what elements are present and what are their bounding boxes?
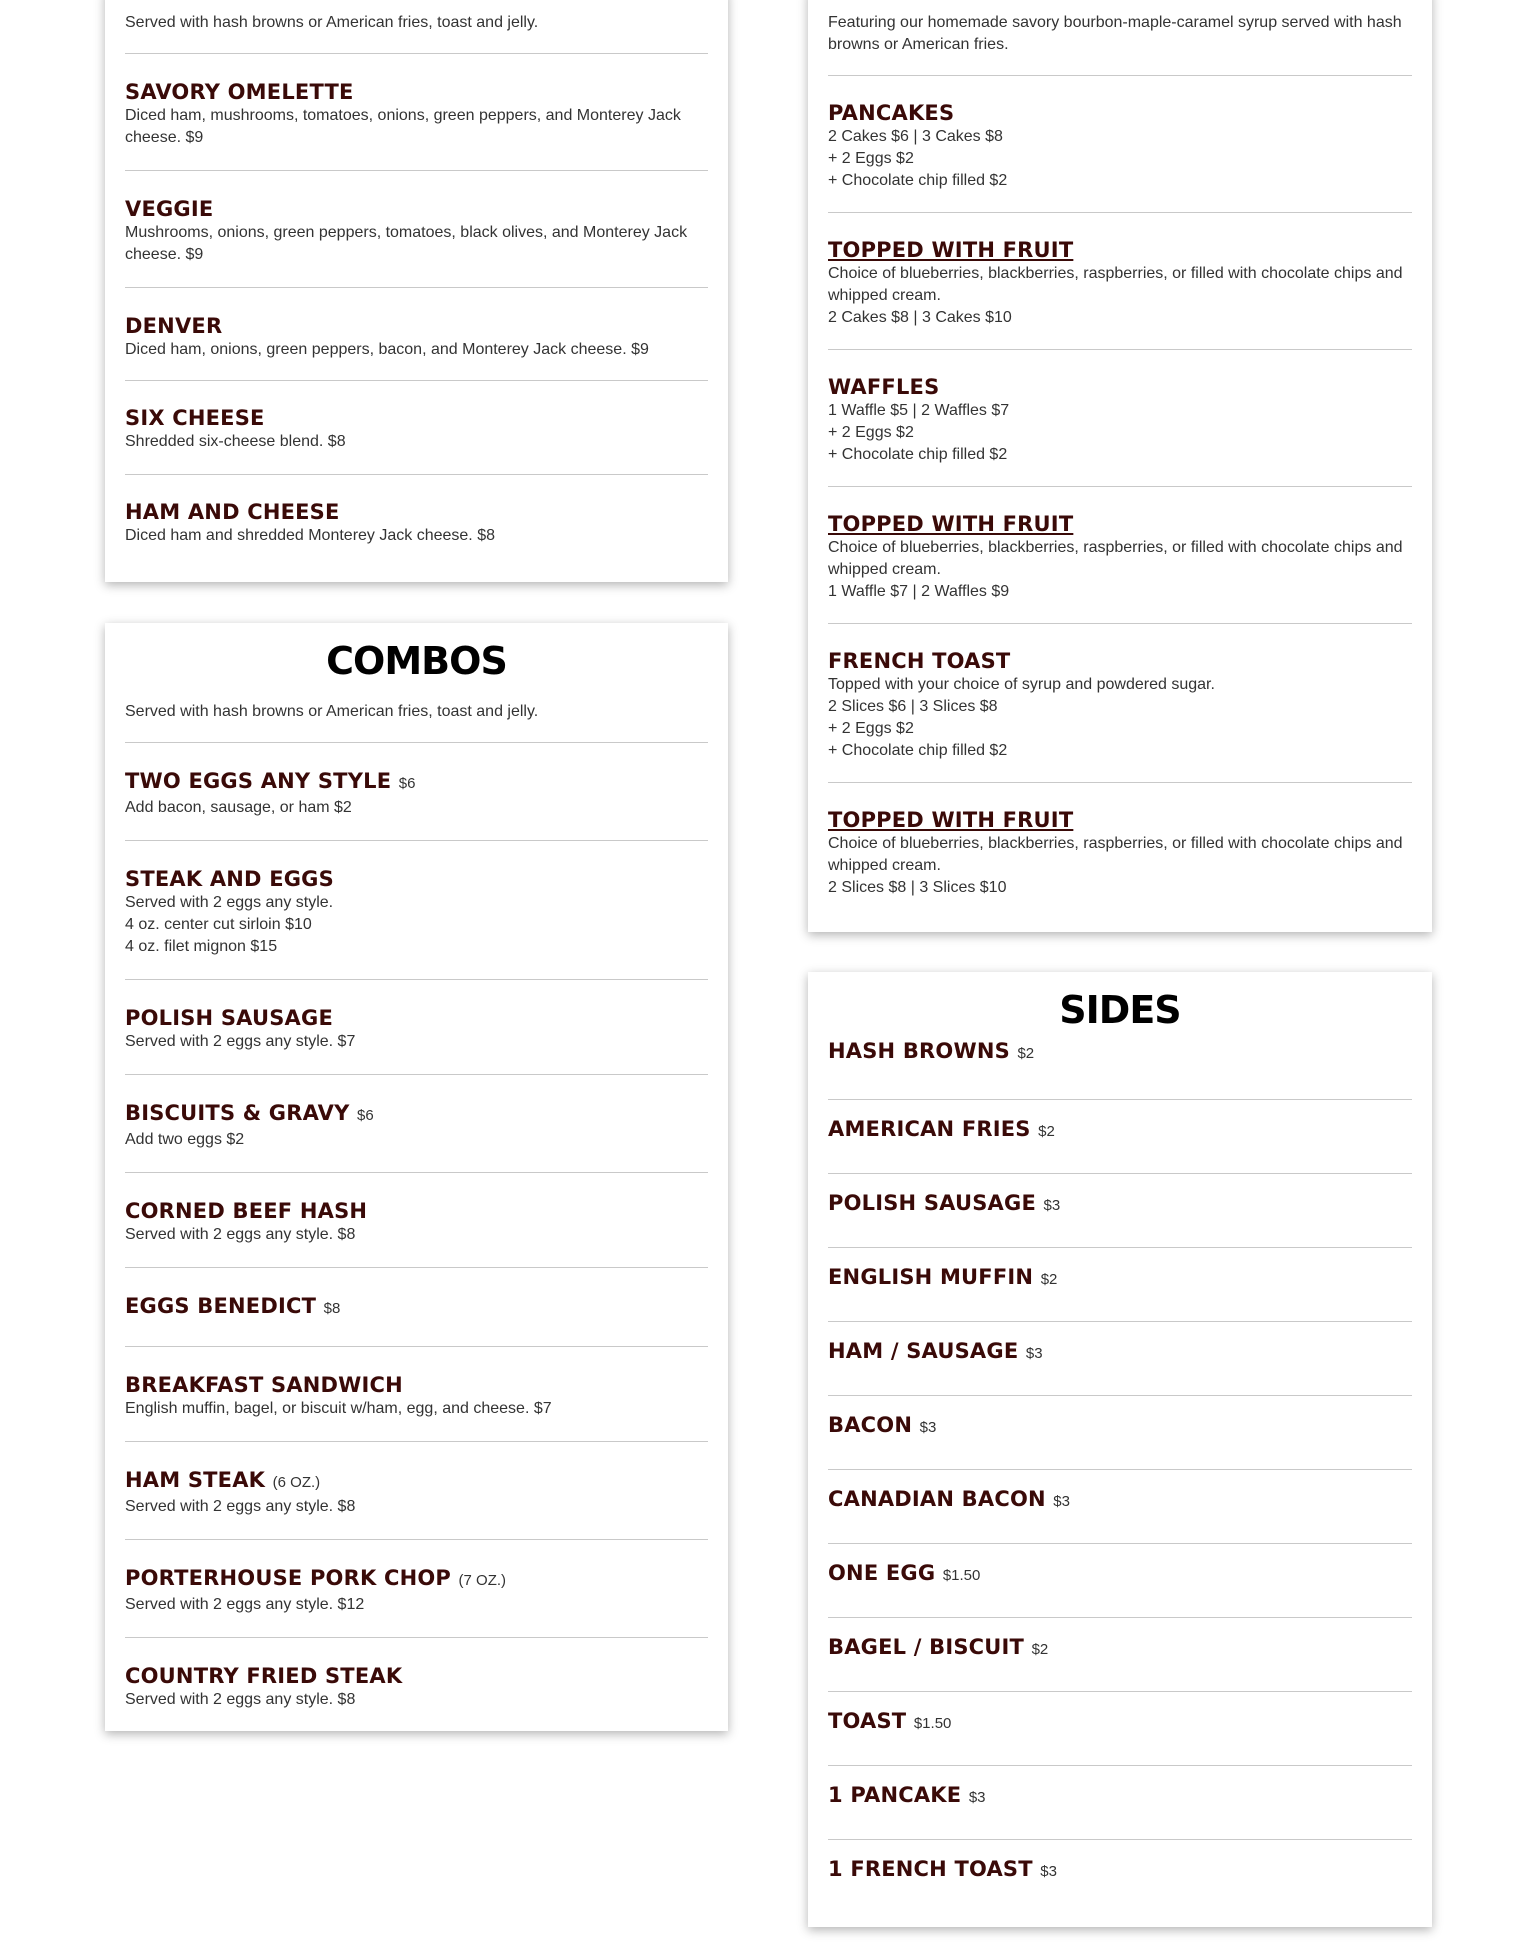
menu-item [828, 624, 1412, 783]
item-description [828, 400, 1412, 466]
item-name-row [125, 866, 708, 892]
item-name-link[interactable]: TOPPED WITH FRUIT [828, 512, 1074, 536]
menu-item [125, 1268, 708, 1347]
item-name-row [125, 1467, 708, 1496]
description-line: + Chocolate chip filled $2 [828, 742, 1008, 759]
side-price: $3 [919, 1419, 937, 1436]
side-name-row [828, 1486, 1412, 1515]
description-line: Served with 2 eggs any style. $12 [125, 1596, 365, 1613]
side-name-row [828, 1708, 1412, 1737]
description-line: Served with 2 eggs any style. $8 [125, 1498, 356, 1515]
description-line: Shredded six-cheese blend. $8 [125, 433, 346, 450]
side-name-row [828, 1116, 1412, 1145]
side-name-row [828, 1634, 1412, 1663]
side-item [828, 1034, 1412, 1100]
description-line: 4 oz. filet mignon $15 [125, 938, 278, 955]
side-price: $3 [1025, 1345, 1043, 1362]
side-price: $2 [1017, 1045, 1035, 1062]
item-name: DENVER [125, 314, 223, 338]
menu-item [125, 475, 708, 565]
menu-item [828, 350, 1412, 487]
item-description [125, 105, 708, 149]
item-description [125, 892, 708, 958]
description-line: Add two eggs $2 [125, 1131, 245, 1148]
item-name: TWO EGGS ANY STYLE [125, 769, 392, 793]
description-line: Mushrooms, onions, green peppers, tomatoes, black olives, and Monterey Jack cheese. $9 [125, 224, 688, 263]
item-name: POLISH SAUSAGE [125, 1006, 333, 1030]
side-name-row [828, 1782, 1412, 1811]
side-name: HASH BROWNS [828, 1039, 1010, 1063]
side-name: CANADIAN BACON [828, 1487, 1046, 1511]
side-item [828, 1396, 1412, 1470]
menu-item [125, 1075, 708, 1173]
menu-item [828, 783, 1412, 919]
menu-item [125, 288, 708, 381]
side-name: ENGLISH MUFFIN [828, 1265, 1034, 1289]
item-description [828, 674, 1412, 762]
item-price: $6 [398, 775, 416, 792]
side-price: $3 [1040, 1863, 1057, 1880]
item-name-row [125, 1565, 708, 1594]
sides-title: SIDES [1059, 988, 1181, 1032]
item-description [125, 1594, 708, 1616]
description-line: Diced ham, mushrooms, tomatoes, onions, green peppers, and Monterey Jack cheese. $9 [125, 107, 681, 146]
item-description [125, 1129, 708, 1151]
omelettes-card [105, 0, 728, 582]
side-name-row [828, 1264, 1412, 1293]
side-item [828, 1692, 1412, 1766]
side-name: 1 FRENCH TOAST [828, 1857, 1033, 1881]
menu-item [125, 743, 708, 841]
side-price: $2 [1040, 1271, 1058, 1288]
side-item [828, 1618, 1412, 1692]
item-name-row [125, 1198, 708, 1224]
description-line: + 2 Eggs $2 [828, 424, 914, 441]
description-line: Choice of blueberries, blackberries, raspberries, or filled with chocolate chips and whipped cream. [828, 539, 1403, 578]
menu-item [125, 1638, 708, 1732]
combos-card [105, 623, 728, 1731]
menu-item [125, 980, 708, 1075]
menu-item [125, 171, 708, 288]
side-name: BACON [828, 1413, 913, 1437]
description-line: Add bacon, sausage, or ham $2 [125, 799, 352, 816]
menu-item [828, 487, 1412, 624]
menu-item [125, 1540, 708, 1638]
item-description [125, 1496, 708, 1518]
sides-card [808, 972, 1432, 1927]
menu-item [828, 213, 1412, 350]
menu-item [125, 381, 708, 475]
item-name-row [125, 1663, 708, 1689]
description-line: + 2 Eggs $2 [828, 720, 914, 737]
menu-item [125, 841, 708, 980]
description-line: Choice of blueberries, blackberries, raspberries, or filled with chocolate chips and whipped cream. [828, 265, 1403, 304]
item-name: COUNTRY FRIED STEAK [125, 1664, 403, 1688]
item-description [125, 1689, 708, 1711]
description-line: 1 Waffle $5 | 2 Waffles $7 [828, 402, 1010, 419]
description-line: Diced ham, onions, green peppers, bacon, and Monterey Jack cheese. $9 [125, 341, 649, 358]
description-line: English muffin, bagel, or biscuit w/ham, egg, and cheese. $7 [125, 1400, 552, 1417]
description-line: Served with 2 eggs any style. [125, 894, 334, 911]
item-name: PORTERHOUSE PORK CHOP [125, 1566, 451, 1590]
combos-list [125, 743, 708, 1732]
item-name: STEAK AND EGGS [125, 867, 334, 891]
side-price: $2 [1031, 1641, 1049, 1658]
description-line: 2 Cakes $8 | 3 Cakes $10 [828, 309, 1012, 326]
item-name: BREAKFAST SANDWICH [125, 1373, 403, 1397]
side-price: $1.50 [942, 1567, 981, 1584]
description-line: 4 oz. center cut sirloin $10 [125, 916, 312, 933]
item-description [125, 525, 708, 547]
description-line: Served with 2 eggs any style. $8 [125, 1226, 356, 1243]
menu-item [125, 1442, 708, 1540]
description-line: Topped with your choice of syrup and powdered sugar. [828, 676, 1215, 693]
side-item [828, 1840, 1412, 1914]
griddle-list [828, 76, 1412, 919]
description-line: Diced ham and shredded Monterey Jack cheese. $8 [125, 527, 495, 544]
item-name-row [125, 1293, 708, 1322]
griddle-intro: Featuring our homemade savory bourbon-maple-caramel syrup served with hash browns or American fries. [828, 12, 1412, 76]
item-price: $6 [357, 1107, 374, 1124]
item-description [125, 222, 708, 266]
description-line: + Chocolate chip filled $2 [828, 446, 1008, 463]
item-description [828, 263, 1412, 329]
item-name: BISCUITS & GRAVY [125, 1101, 350, 1125]
omelettes-intro: Served with hash browns or American fries, toast and jelly. [125, 12, 708, 54]
item-description [828, 833, 1412, 899]
side-name-row [828, 1412, 1412, 1441]
side-name-row [828, 1338, 1412, 1367]
item-name: VEGGIE [125, 197, 214, 221]
griddle-card [808, 0, 1432, 932]
side-item [828, 1174, 1412, 1248]
item-description [125, 1224, 708, 1246]
menu-item [125, 1347, 708, 1442]
item-description [125, 1031, 708, 1053]
item-name: FRENCH TOAST [828, 649, 1011, 673]
side-item [828, 1248, 1412, 1322]
side-item [828, 1470, 1412, 1544]
menu-item [828, 76, 1412, 213]
item-name-row [125, 1005, 708, 1031]
side-name: 1 PANCAKE [828, 1783, 962, 1807]
item-name: SIX CHEESE [125, 406, 265, 430]
description-line: + 2 Eggs $2 [828, 150, 914, 167]
item-description [125, 1398, 708, 1420]
side-item [828, 1766, 1412, 1840]
side-item [828, 1322, 1412, 1396]
item-name: HAM AND CHEESE [125, 500, 340, 524]
description-line: Choice of blueberries, blackberries, raspberries, or filled with chocolate chips and whipped cream. [828, 835, 1403, 874]
description-line: 2 Slices $8 | 3 Slices $10 [828, 879, 1007, 896]
side-item [828, 1544, 1412, 1618]
omelettes-list [125, 54, 708, 565]
side-name: HAM / SAUSAGE [828, 1339, 1019, 1363]
combos-intro: Served with hash browns or American fries, toast and jelly. [125, 701, 708, 743]
item-name-link[interactable]: TOPPED WITH FRUIT [828, 238, 1074, 262]
item-description [125, 797, 708, 819]
description-line: Served with 2 eggs any style. $7 [125, 1033, 356, 1050]
item-name-row [125, 1100, 708, 1129]
item-name: CORNED BEEF HASH [125, 1199, 368, 1223]
item-description [828, 537, 1412, 603]
item-name: HAM STEAK [125, 1468, 266, 1492]
item-price: $8 [323, 1300, 341, 1317]
description-line: 2 Slices $6 | 3 Slices $8 [828, 698, 998, 715]
side-item [828, 1100, 1412, 1174]
side-price: $1.50 [913, 1715, 952, 1732]
item-name-row [125, 768, 708, 797]
side-name: AMERICAN FRIES [828, 1117, 1031, 1141]
item-name: WAFFLES [828, 375, 940, 399]
side-name: BAGEL / BISCUIT [828, 1635, 1025, 1659]
combos-title: COMBOS [326, 639, 507, 683]
sides-list [828, 1034, 1412, 1914]
item-name: EGGS BENEDICT [125, 1294, 317, 1318]
side-price: $3 [1043, 1197, 1061, 1214]
description-line: 1 Waffle $7 | 2 Waffles $9 [828, 583, 1010, 600]
side-name: TOAST [828, 1709, 907, 1733]
side-name: POLISH SAUSAGE [828, 1191, 1036, 1215]
item-name: SAVORY OMELETTE [125, 80, 354, 104]
description-line: Served with 2 eggs any style. $8 [125, 1691, 356, 1708]
side-price: $3 [1053, 1493, 1070, 1510]
side-name-row [828, 1190, 1412, 1219]
menu-item [125, 1173, 708, 1268]
item-name-row [125, 1372, 708, 1398]
side-price: $3 [968, 1789, 986, 1806]
side-price: $2 [1038, 1123, 1055, 1140]
item-description [828, 126, 1412, 192]
item-price: (7 OZ.) [458, 1572, 507, 1589]
side-name-row [828, 1560, 1412, 1589]
item-description [125, 339, 708, 361]
side-name-row [828, 1856, 1412, 1885]
description-line: + Chocolate chip filled $2 [828, 172, 1008, 189]
description-line: 2 Cakes $6 | 3 Cakes $8 [828, 128, 1003, 145]
item-description [125, 431, 708, 453]
item-price: (6 OZ.) [272, 1474, 321, 1491]
side-name-row [828, 1038, 1412, 1067]
item-name: PANCAKES [828, 101, 955, 125]
item-name-link[interactable]: TOPPED WITH FRUIT [828, 808, 1074, 832]
side-name: ONE EGG [828, 1561, 936, 1585]
menu-item [125, 54, 708, 171]
